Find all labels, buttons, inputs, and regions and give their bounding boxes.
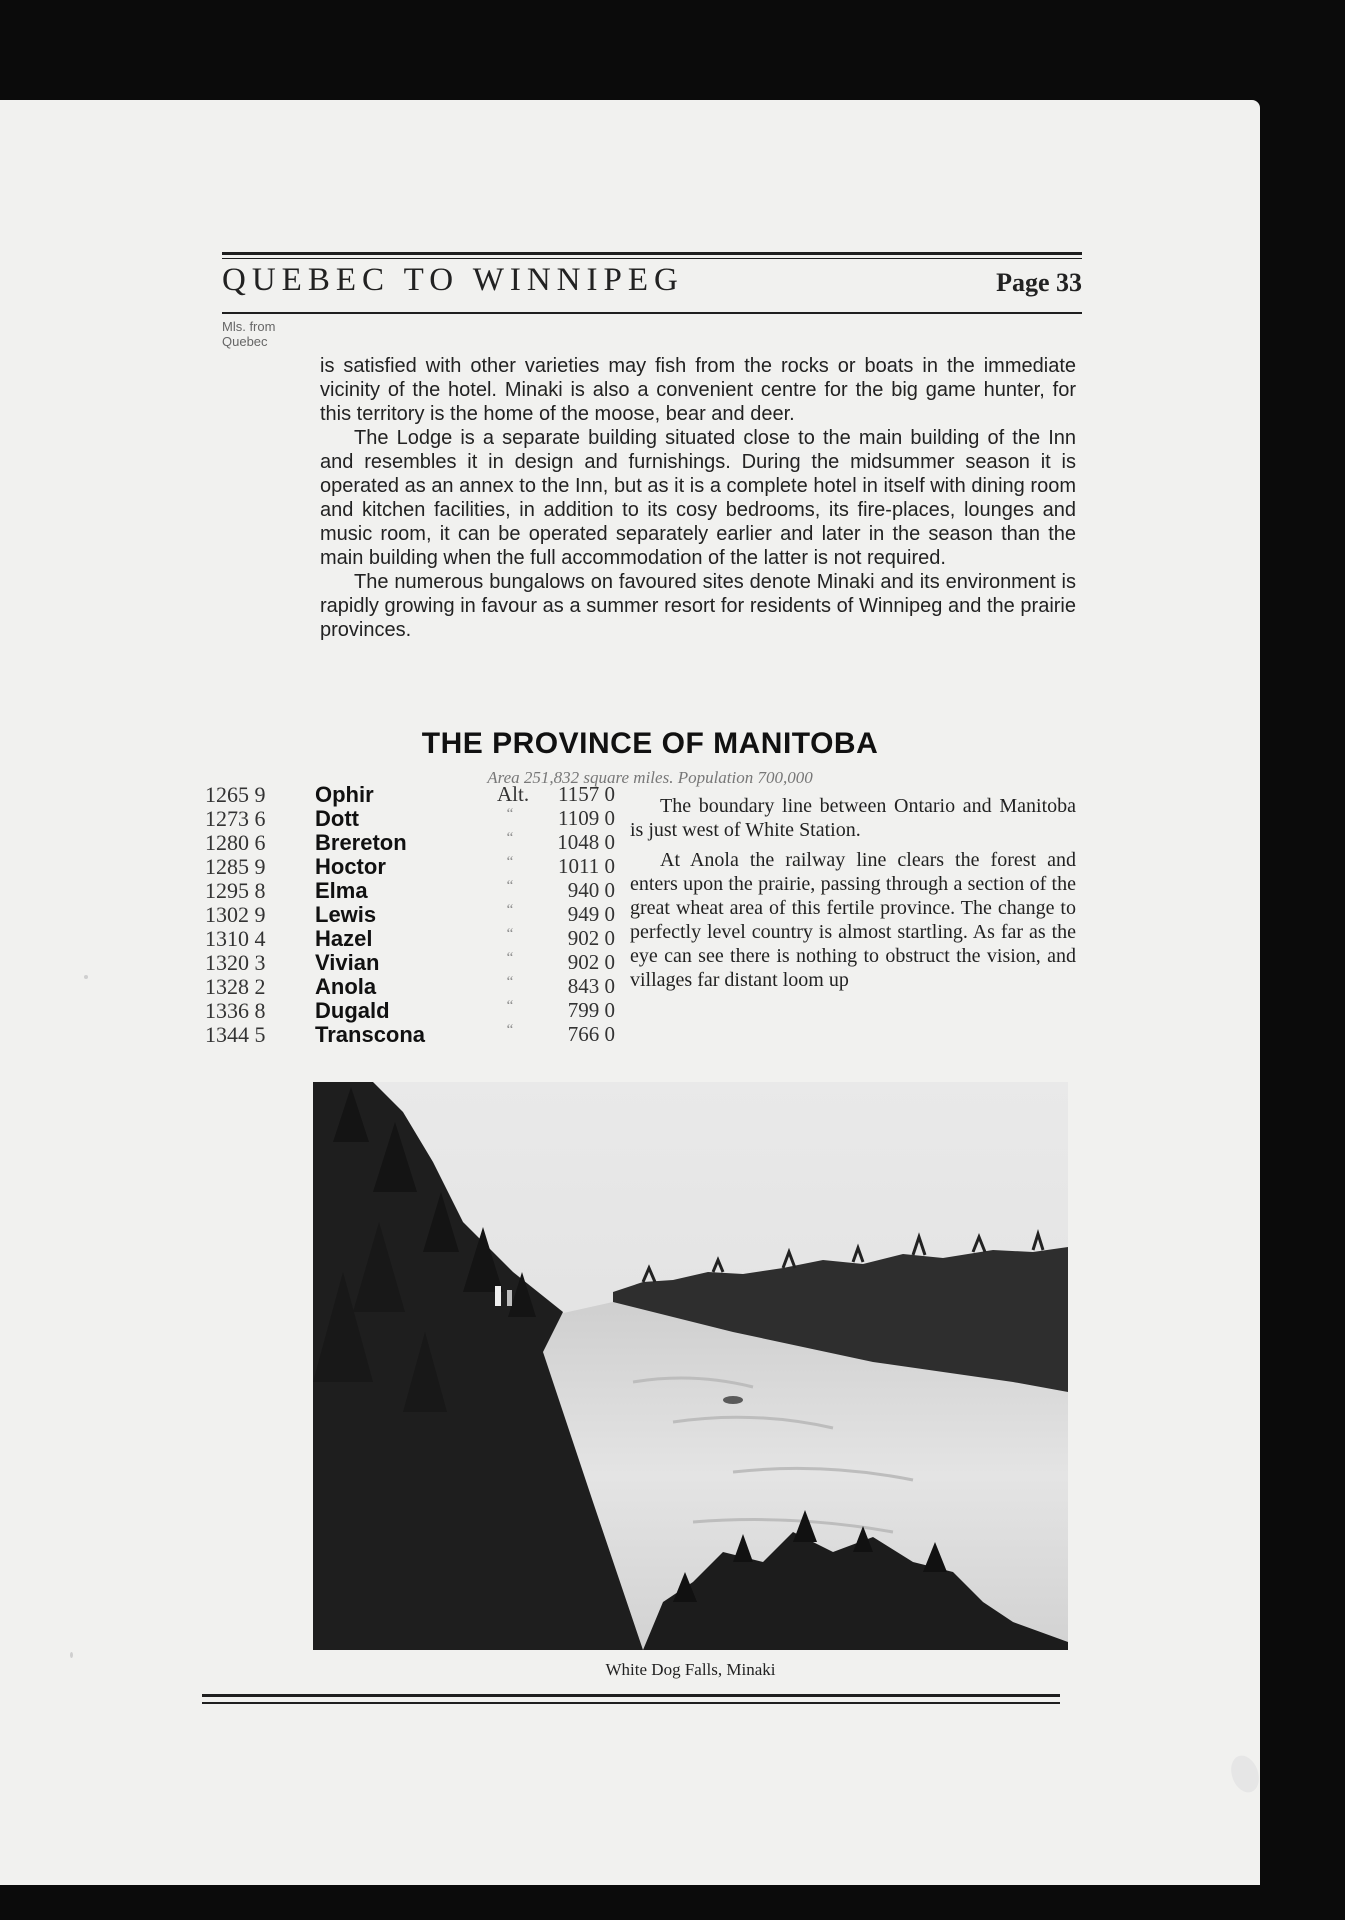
station-name: Dott (315, 806, 359, 831)
station-miles: 1320 3 (205, 950, 266, 975)
station-altitude: 1011 0 (558, 854, 615, 878)
station-altitude: 949 0 (567, 902, 615, 926)
station-row (205, 854, 625, 878)
station-altitude: 766 0 (567, 1022, 615, 1046)
page-title: QUEBEC TO WINNIPEG (222, 262, 684, 298)
paragraph: The boundary line between Ontario and Manitoba is just west of White Station. (630, 795, 1076, 841)
ditto-mark: “ (506, 974, 514, 990)
station-miles: 1295 8 (205, 878, 266, 903)
background-speck (84, 975, 88, 979)
station-miles: 1273 6 (205, 806, 266, 831)
station-altitude: 843 0 (567, 974, 615, 998)
ditto-mark: “ (506, 854, 514, 870)
header-rule-top-thin (222, 258, 1082, 259)
section-subheading: Area 251,832 square miles. Population 700,000 (487, 768, 813, 787)
station-row (205, 902, 625, 926)
ditto-mark: “ (506, 806, 514, 822)
miles-from-quebec-note (222, 319, 275, 349)
station-row (205, 998, 625, 1022)
station-name: Brereton (315, 830, 407, 855)
ditto-mark: “ (506, 902, 514, 918)
margin-note-line: Quebec (222, 334, 268, 349)
station-miles: 1336 8 (205, 998, 266, 1023)
margin-note-line: Mls. from (222, 319, 276, 334)
landscape-photo-illustration (313, 1082, 1068, 1650)
paragraph: is satisfied with other varieties may fish from the rocks or boats in the immediate vicinity of the hotel. Minaki is also a convenient centre for the big game hunter, for this territory is the home of the moose, bear and deer. (320, 355, 1076, 425)
station-miles: 1285 9 (205, 854, 266, 879)
paragraph: The Lodge is a separate building situated close to the main building of the Inn and resembles it in design and furnishings. During the midsummer season it is operated as an annex to the Inn, but as it is a complete hotel in itself with dining room and kitchen facilities, in addition to its cosy bedrooms, its fire-places, lounges and music room, it can be operated separately earlier and later in the season than the main building when the full accommodation of the latter is not required. (320, 427, 1076, 569)
station-row (205, 830, 625, 854)
station-row (205, 806, 625, 830)
station-name: Hoctor (315, 854, 386, 879)
page-number: Page 33 (996, 268, 1082, 297)
station-altitude: 940 0 (567, 878, 615, 902)
ditto-mark: “ (506, 878, 514, 894)
ditto-mark: “ (506, 950, 514, 966)
station-miles: 1344 5 (205, 1022, 266, 1047)
station-altitude: 1109 0 (558, 806, 615, 830)
ditto-mark: “ (506, 998, 514, 1014)
manitoba-description (630, 794, 1076, 992)
header-rule-bottom (222, 312, 1082, 314)
paragraph: The numerous bungalows on favoured sites denote Minaki and its environment is rapidly growing in favour as a summer resort for residents of Winnipeg and the prairie provinces. (320, 571, 1076, 641)
altitude-label: Alt. (497, 782, 530, 806)
station-altitude: 799 0 (567, 998, 615, 1022)
ditto-mark: “ (506, 926, 514, 942)
station-miles: 1280 6 (205, 830, 266, 855)
ditto-mark: “ (506, 830, 514, 846)
station-miles: 1265 9 (205, 782, 266, 807)
footer-rule-bottom (202, 1702, 1060, 1704)
ditto-mark: “ (506, 1022, 514, 1038)
station-name: Elma (315, 878, 368, 903)
station-row (205, 926, 625, 950)
station-name: Ophir (315, 782, 374, 807)
station-altitude: 1157 0 (558, 782, 615, 806)
station-row (205, 950, 625, 974)
background-speck (70, 1652, 73, 1658)
station-altitude: 902 0 (567, 926, 615, 950)
white-dog-falls-photo (313, 1082, 1068, 1650)
station-row (205, 1022, 625, 1046)
station-row (205, 974, 625, 998)
station-altitude: 1048 0 (557, 830, 615, 854)
paragraph: At Anola the railway line clears the forest and enters upon the prairie, passing through a section of the great wheat area of this fertile province. The change to perfectly level country is almost startling. As far as the eye can see there is nothing to obstruct the vision, and villages far distant loom up (630, 849, 1076, 991)
station-name: Lewis (315, 902, 377, 927)
station-name: Vivian (315, 950, 380, 975)
station-name: Dugald (315, 998, 390, 1023)
section-heading: THE PROVINCE OF MANITOBA (421, 727, 879, 760)
body-text (320, 354, 1076, 642)
station-miles: 1310 4 (205, 926, 266, 951)
station-altitude: 902 0 (567, 950, 615, 974)
footer-rule-top (202, 1694, 1060, 1697)
station-name: Transcona (315, 1022, 426, 1047)
station-row (205, 878, 625, 902)
page-header (222, 262, 1082, 310)
photo-caption: White Dog Falls, Minaki (605, 1660, 776, 1679)
station-miles: 1302 9 (205, 902, 266, 927)
station-miles: 1328 2 (205, 974, 266, 999)
station-row (205, 782, 625, 806)
station-name: Hazel (315, 926, 373, 951)
header-rule-top (222, 252, 1082, 255)
station-name: Anola (315, 974, 377, 999)
